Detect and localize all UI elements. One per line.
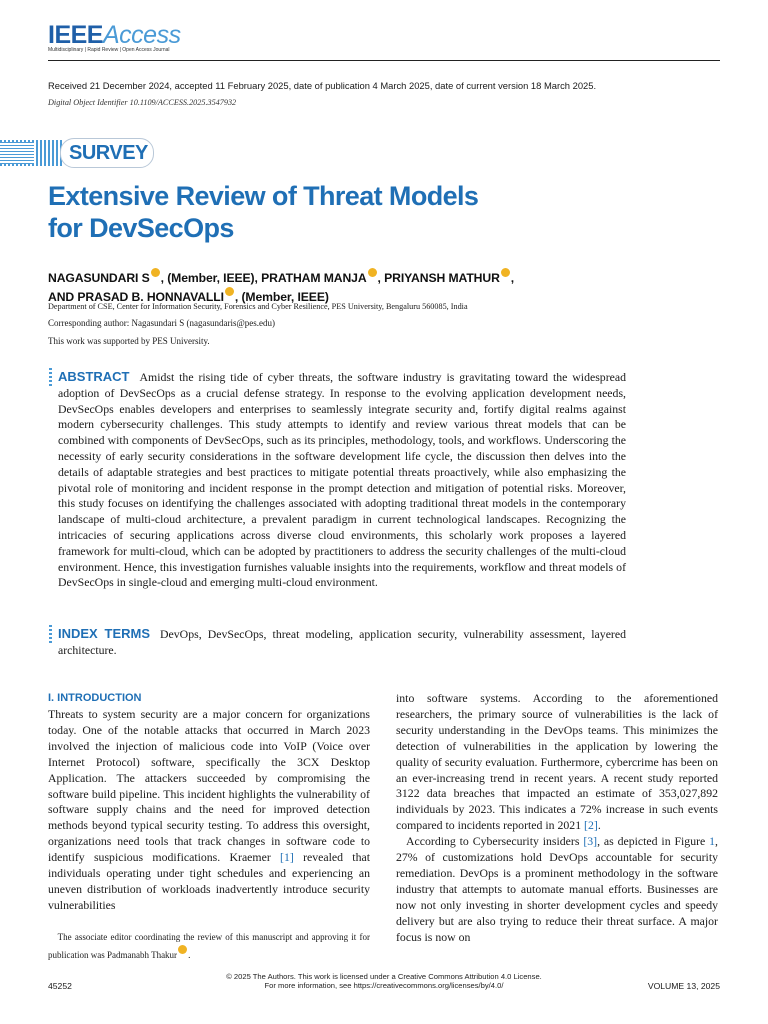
author-list [48,268,738,306]
orcid-icon[interactable] [178,945,187,954]
page-number: 45252 [48,981,72,991]
logo-ieee: IEEE [48,21,103,49]
doi-line: Digital Object Identifier 10.1109/ACCESS.2025.3547932 [48,98,237,107]
author-name: PRIYANSH MATHUR [384,271,500,286]
received-dates: Received 21 December 2024, accepted 11 February 2025, date of publication 4 March 2025, date of current version 18 March 2025. [48,80,597,91]
title-line-2: for DevSecOps [48,213,234,243]
footnote [48,929,370,963]
text-run: Threats to system security are a major concern for organizations today. One of the notable attacks that occurred in March 2023 involved the injection of malicious code into VoIP (Voice over Internet Protocol) software, specifically the 3CX Desktop Application. The attackers succeeded by compromising the software build pipeline. This incident highlights the vulnerability of software supply chains and the need for improved detection methods beyond typical security testing. To address this oversight, organizations need tools that track changes in software code to identify suspicious modifications. Kraemer [48,707,370,865]
orcid-icon[interactable] [151,268,160,277]
license-line-2[interactable]: For more information, see https://creativecommons.org/licenses/by/4.0/ [264,981,504,990]
abstract-text: Amidst the rising tide of cyber threats, the software industry is gravitating toward the widespread adoption of DevSecOps as a crucial defense strategy. In response to the evolving application development needs, DevSecOps enables developers and enterprises to seamlessly integrate security and, fortify digital realms against modern cybersecurity challenges. This study attempts to identify and review various threat models that can be combined with components of DevSecOps, such as its principles, methodology, tools, and workflows. Underscoring the necessity of early security considerations in the software development life cycle, the discussion then delves into the details of adaptable strategies and best practices to mitigate potential threats proactively, while also emphasizing the pivotal role of monitoring and incident response in the prompt detection and mitigation of potential risks. Moreover, this study focuses on identifying the challenges associated with adopting traditional threat models in the contemporary landscape of multi-cloud architecture, a prevalent paradigm in current technological landscapes. Recognizing the intricacies of securing applications across diverse cloud environments, this scholarly work proposes a layered framework for multi-cloud, which can be adopted by practitioners to address the security challenges of the multi-cloud environment. Hence, this investigation furnishes valuable insights into the requirements, workflow and threat models of DevSecOps in single-cloud and emerging multi-cloud environment. [58,370,626,590]
logo-access: Access [102,21,181,49]
paragraph [396,691,718,834]
citation-link[interactable]: [2] [584,818,598,833]
badge-tag [60,138,154,168]
paper-title [48,180,728,244]
survey-badge [0,138,156,168]
author-suffix: , [377,271,385,286]
paragraph [48,707,370,914]
footnote-end: . [188,950,191,960]
badge-label: SURVEY [69,142,148,164]
author-suffix: , (Member, IEEE) [234,290,329,305]
index-terms-text: DevOps, DevSecOps, threat modeling, application security, vulnerability assessment, layered architecture. [58,627,626,657]
funding-note: This work was supported by PES University. [48,336,210,346]
orcid-icon[interactable] [368,268,377,277]
orcid-icon[interactable] [225,287,234,296]
right-column [396,691,718,946]
author-name: PRATHAM MANJA [261,271,367,286]
footnote-text: The associate editor coordinating the review of this manuscript and approving it for publication was Padmanabh Thakur [48,932,370,960]
abstract-dots [49,368,52,386]
left-column [48,707,370,914]
badge-lines [0,142,34,164]
corresponding-author: Corresponding author: Nagasundari S (nagasundaris@pes.edu) [48,318,275,328]
paragraph [396,834,718,945]
title-line-1: Extensive Review of Threat Models [48,181,479,211]
abstract-block [58,369,626,591]
citation-link[interactable]: [1] [280,850,294,865]
author-name: AND PRASAD B. HONNAVALLI [48,290,224,305]
author-name: NAGASUNDARI S [48,271,150,286]
text-run: revealed that individuals operating under tight schedules and experiencing an uneven distribution of workloads inadvertently introduce security vulnerabilities [48,850,370,912]
abstract-heading: ABSTRACT [58,369,130,384]
affiliation: Department of CSE, Center for Information Security, Forensics and Cyber Resilience, PES University, Bengaluru 560085, India [48,302,468,311]
figure-link[interactable]: 1 [709,834,716,849]
index-terms-block [58,626,626,659]
index-dots [49,625,52,643]
text-run: , as depicted in Figure [597,834,710,849]
text-run: . [597,818,601,833]
section-heading: I. INTRODUCTION [48,692,142,704]
author-suffix: , (Member, IEEE), [160,271,262,286]
text-run: into software systems. According to the aforementioned researchers, the primary source of vulnerabilities is the lack of security understanding in the DevOps teams. This minimizes the detection of vulnerabilities in the application by lowering the quality of security evaluation. Furthermore, cybercrime has been on an ever-increasing trend in recent years. A recent study reported 3122 data breaches that impacted an estimate of 353,027,892 individuals by 2023. This indicates a 72% increase in such events compared to incidents reported in 2021 [396,691,718,833]
text-run: According to Cybersecurity insiders [406,834,584,849]
license-line-1: © 2025 The Authors. This work is licensed under a Creative Commons Attribution 4.0 License. [226,972,542,981]
orcid-icon[interactable] [501,268,510,277]
citation-link[interactable]: [3] [583,834,598,849]
text-run: , 27% of customizations hold DevOps accountable for security remediation. DevOps is a prominent methodology in the software industry that attempts to automate manual efforts. Businesses are now not only investing in shorter development cycles and speedy delivery but are also trying to reduce their threat surface. A major focus is now on [396,834,718,944]
journal-logo [48,22,181,48]
index-heading: INDEX TERMS [58,626,151,641]
volume-label: VOLUME 13, 2025 [647,981,720,991]
author-suffix: , [510,271,515,286]
header-rule [48,60,720,61]
journal-tagline: Multidisciplinary | Rapid Review | Open Access Journal [48,47,170,53]
